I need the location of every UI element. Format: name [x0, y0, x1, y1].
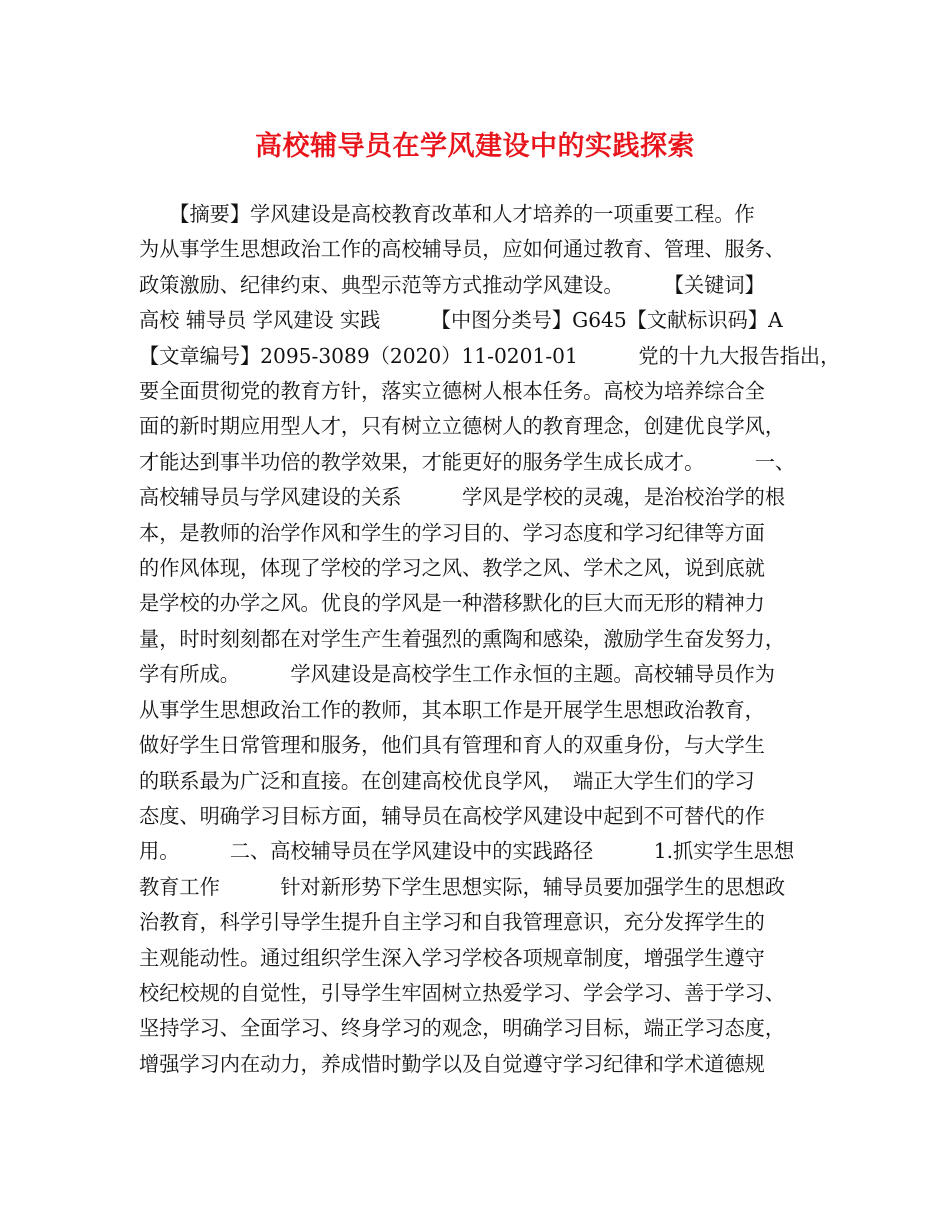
document-body — [139, 197, 841, 1082]
body-line: 为从事学生思想政治工作的高校辅导员，应如何通过教育、管理、服务、 — [139, 237, 786, 262]
body-line: 本，是教师的治学作风和学生的学习目的、学习态度和学习纪律等方面 — [139, 520, 765, 545]
body-line: 从事学生思想政治工作的教师，其本职工作是开展学生思想政治教育， — [139, 697, 765, 722]
body-line: 校纪校规的自觉性，引导学生牢固树立热爱学习、学会学习、善于学习、 — [139, 980, 786, 1005]
body-line: 主观能动性。通过组织学生深入学习学校各项规章制度，增强学生遵守 — [139, 945, 765, 970]
document-title: 高校辅导员在学风建设中的实践探索 — [255, 131, 695, 162]
body-line: 教育工作 针对新形势下学生思想实际，辅导员要加强学生的思想政 — [139, 874, 786, 899]
body-line: 才能达到事半功倍的教学效果，才能更好的服务学生成长成才。 一、 — [139, 449, 796, 474]
body-line: 增强学习内在动力，养成惜时勤学以及自觉遵守学习纪律和学术道德规 — [139, 1051, 765, 1076]
body-line: 是学校的办学之风。优良的学风是一种潜移默化的巨大而无形的精神力 — [139, 591, 765, 616]
body-line: 要全面贯彻党的教育方针，落实立德树人根本任务。高校为培养综合全 — [139, 379, 765, 404]
body-line: 面的新时期应用型人才，只有树立立德树人的教育理念，创建优良学风， — [139, 414, 786, 439]
body-line: 高校辅导员与学风建设的关系 学风是学校的灵魂，是治校治学的根 — [139, 485, 786, 510]
body-line: 政策激励、纪律约束、典型示范等方式推动学风建设。 【关键词】 — [139, 272, 765, 297]
body-line: 的作风体现，体现了学校的学习之风、教学之风、学术之风，说到底就 — [139, 556, 765, 581]
body-line: 高校 辅导员 学风建设 实践 【中图分类号】G645【文献标识码】A — [139, 308, 783, 333]
body-line: 态度、明确学习目标方面，辅导员在高校学风建设中起到不可替代的作 — [139, 803, 765, 828]
body-line: 坚持学习、全面学习、终身学习的观念，明确学习目标，端正学习态度， — [139, 1016, 786, 1041]
body-line: 【文章编号】2095-3089（2020）11-0201-01 党的十九大报告指出， — [139, 343, 841, 368]
body-line: 用。 二、高校辅导员在学风建设中的实践路径 1.抓实学生思想 — [139, 839, 795, 864]
body-line: 量，时时刻刻都在对学生产生着强烈的熏陶和感染，激励学生奋发努力， — [139, 626, 786, 651]
body-line: 做好学生日常管理和服务，他们具有管理和育人的双重身份，与大学生 — [139, 733, 765, 758]
body-line: 的联系最为广泛和直接。在创建高校优良学风， 端正大学生们的学习 — [139, 768, 755, 793]
body-line: 【摘要】学风建设是高校教育改革和人才培养的一项重要工程。作 — [139, 202, 755, 226]
body-line: 学有所成。 学风建设是高校学生工作永恒的主题。高校辅导员作为 — [139, 662, 775, 687]
body-line: 治教育，科学引导学生提升自主学习和自我管理意识，充分发挥学生的 — [139, 910, 765, 935]
